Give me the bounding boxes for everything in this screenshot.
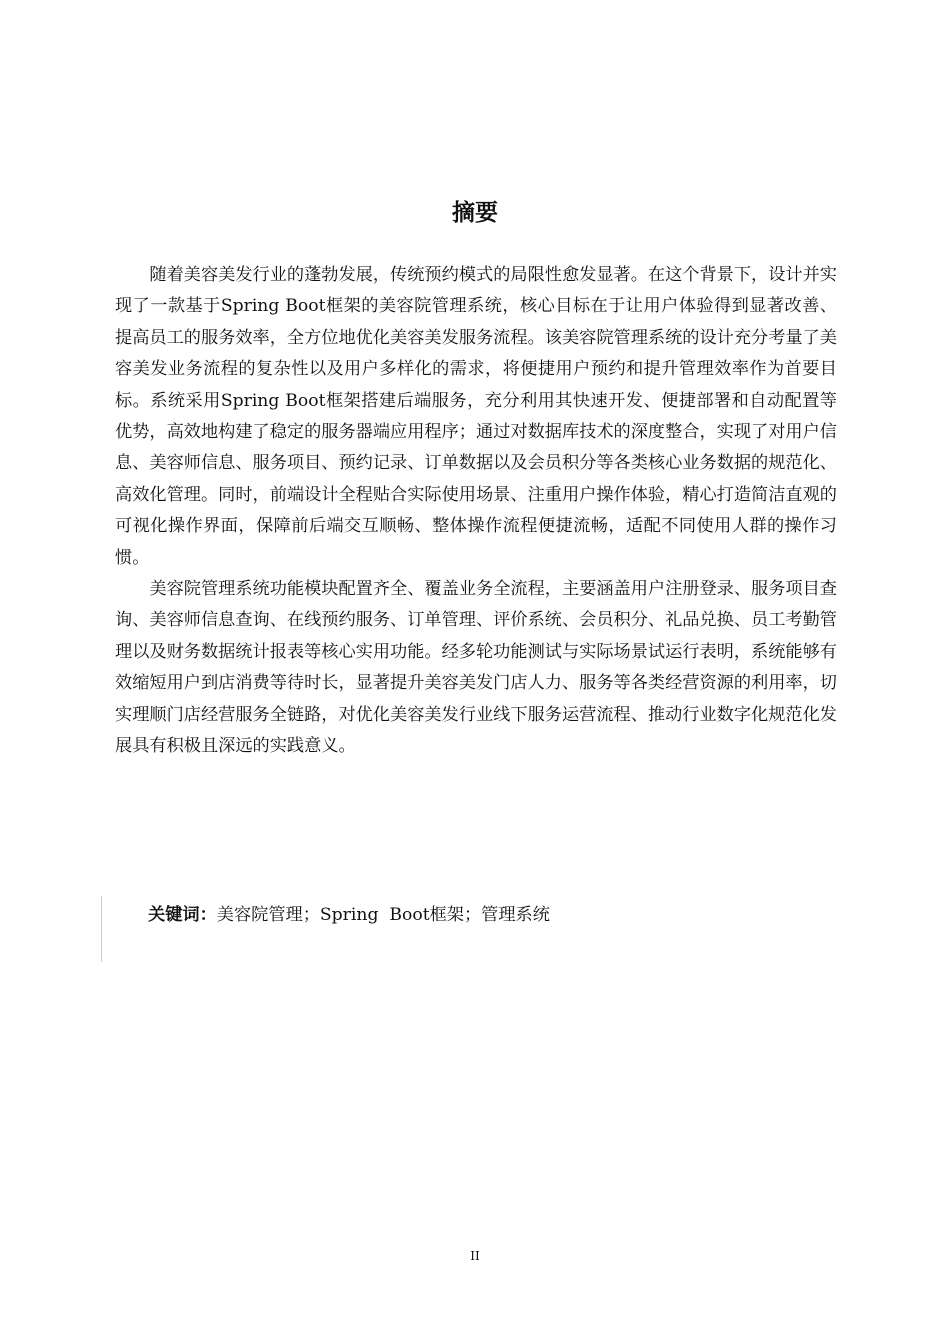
keywords-text: 美容院管理；Spring Boot框架；管理系统	[216, 905, 550, 925]
abstract-paragraph-1: 随着美容美发行业的蓬勃发展，传统预约模式的局限性愈发显著。在这个背景下，设计并实现了一款基于Spring Boot框架的美容院管理系统，核心目标在于让用户体验得到显著改善、提高员工的服务效率，全方位地优化美容美发服务流程。该美容院管理系统的设计充分考量了美容美发业务流程的复杂性以及用户多样化的需求，将便捷用户预约和提升管理效率作为首要目标。系统采用Spring Boot框架搭建后端服务，充分利用其快速开发、便捷部署和自动配置等优势，高效地构建了稳定的服务器端应用程序；通过对数据库技术的深度整合，实现了对用户信息、美容师信息、服务项目、预约记录、订单数据以及会员积分等各类核心业务数据的规范化、高效化管理。同时，前端设计全程贴合实际使用场景、注重用户操作体验，精心打造简洁直观的可视化操作界面，保障前后端交互顺畅、整体操作流程便捷流畅，适配不同使用人群的操作习惯。	[115, 265, 837, 568]
abstract-body	[115, 260, 837, 763]
keywords-label: 关键词：	[148, 905, 217, 925]
abstract-title: 摘要	[452, 200, 498, 226]
keywords-divider	[101, 896, 102, 962]
page-number: II	[470, 1249, 480, 1263]
abstract-paragraph-2: 美容院管理系统功能模块配置齐全、覆盖业务全流程，主要涵盖用户注册登录、服务项目查询、美容师信息查询、在线预约服务、订单管理、评价系统、会员积分、礼品兑换、员工考勤管理以及财务数据统计报表等核心实用功能。经多轮功能测试与实际场景试运行表明，系统能够有效缩短用户到店消费等待时长，显著提升美容美发门店人力、服务等各类经营资源的利用率，切实理顺门店经营服务全链路，对优化美容美发行业线下服务运营流程、推动行业数字化规范化发展具有积极且深远的实践意义。	[115, 579, 837, 757]
keywords-line	[148, 900, 550, 930]
